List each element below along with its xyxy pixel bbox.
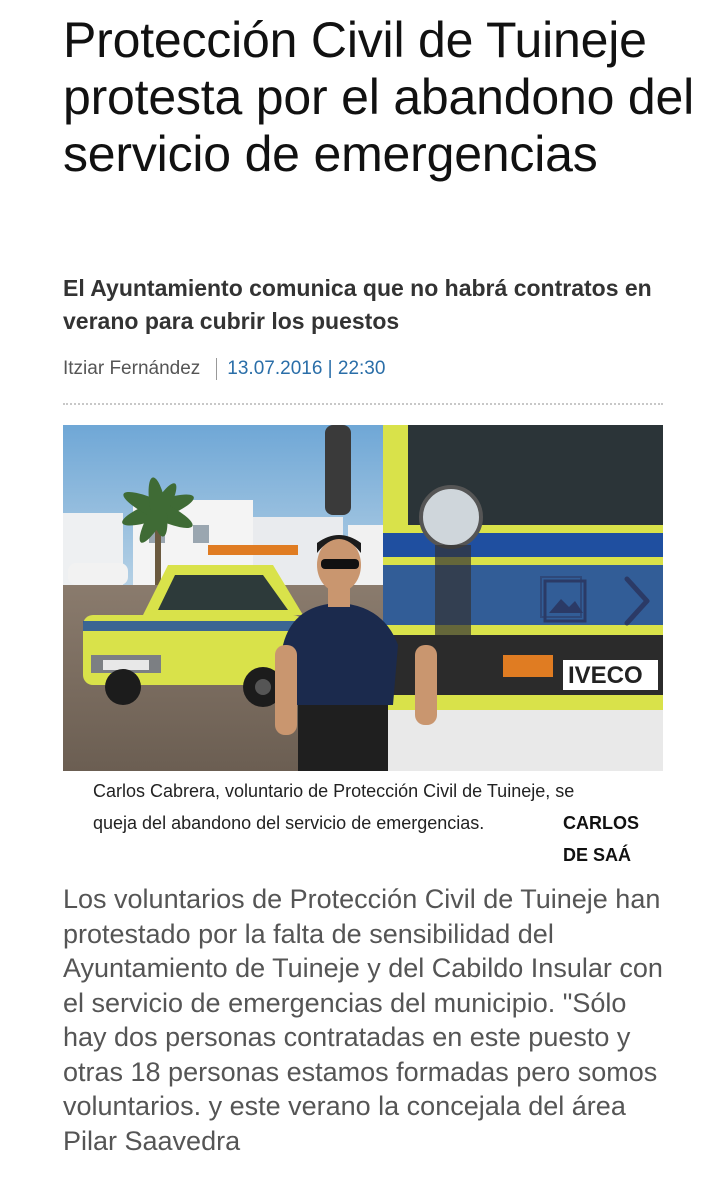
- author-name[interactable]: Itziar Fernández: [63, 358, 201, 379]
- article-photo[interactable]: [63, 425, 663, 771]
- caption-line-1: Carlos Cabrera, voluntario de Protección Civil de Tuineje, se: [93, 781, 575, 801]
- byline: [63, 357, 385, 381]
- publish-date: 13.07.2016 | 22:30: [227, 358, 386, 379]
- byline-separator: [216, 358, 217, 380]
- dotted-divider: [63, 403, 663, 405]
- gallery-icon[interactable]: [537, 573, 593, 629]
- photo-credit: CARLOS DE SAÁ: [563, 813, 639, 865]
- chevron-right-icon[interactable]: [619, 573, 655, 629]
- article-subheadline: El Ayuntamiento comunica que no habrá contratos en verano para cubrir los puestos: [63, 275, 652, 334]
- article-body: Los voluntarios de Protección Civil de Tuineje han protestado por la falta de sensibilidad del Ayuntamiento de Tuineje y del Cabildo Insular con el servicio de emergencias del municipio. "Sólo hay dos personas contratadas en este puesto y otras 18 personas estamos formadas pero somos voluntarios. y este verano la concejala del área Pilar Saavedra: [63, 884, 663, 1156]
- truck-brand-label: IVECO: [568, 662, 643, 689]
- article-headline: Protección Civil de Tuineje protesta por el abandono del servicio de emergencias: [63, 12, 694, 182]
- caption-line-2: queja del abandono del servicio de emergencias.: [93, 813, 485, 833]
- photo-caption: [93, 775, 673, 865]
